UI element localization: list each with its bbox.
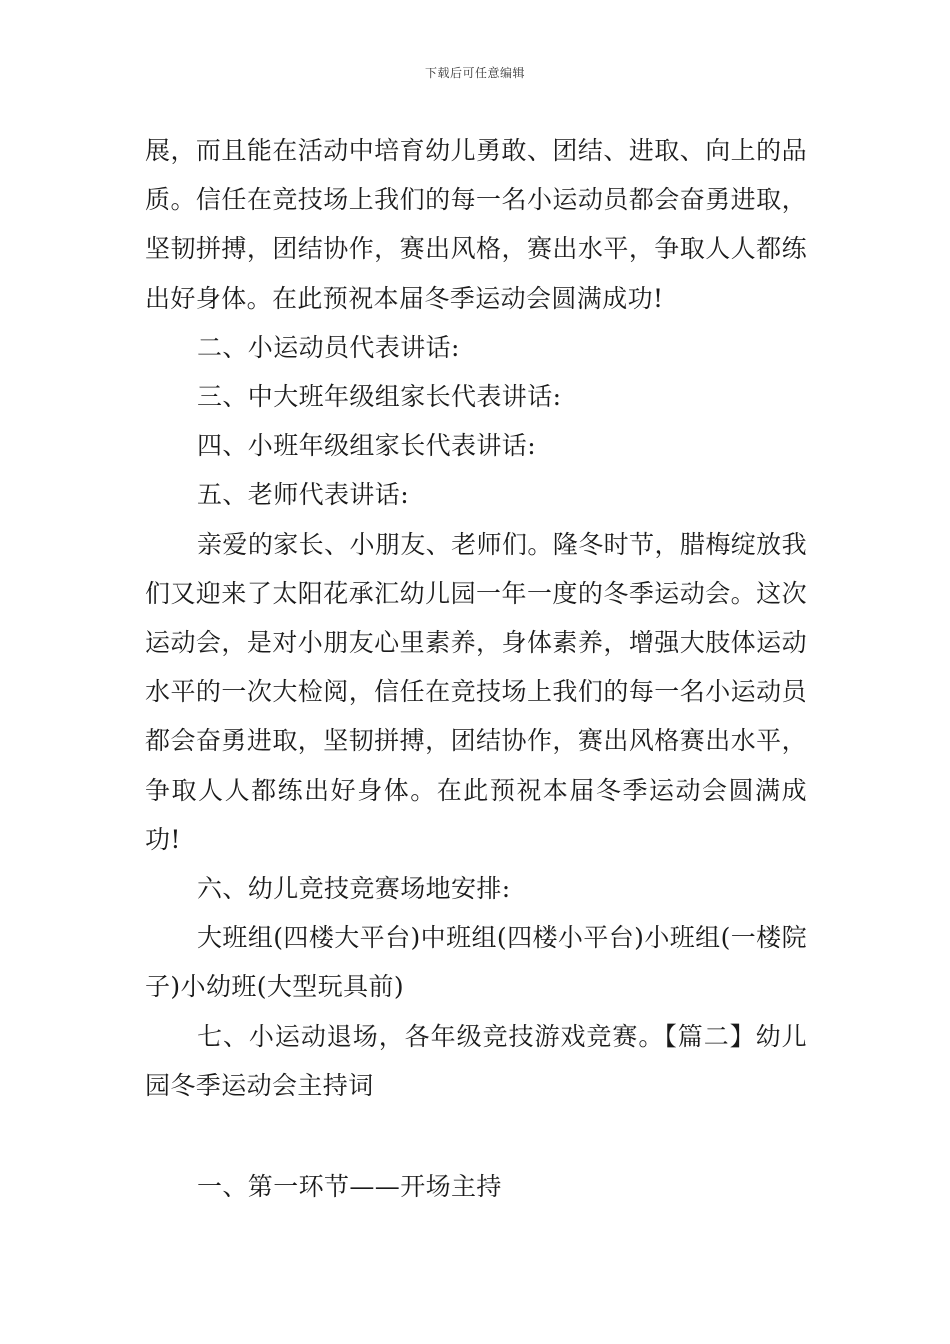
section-heading-first: 一、第一环节——开场主持 — [197, 1172, 502, 1202]
paragraph-item-6: 六、幼儿竞技竞赛场地安排: — [197, 874, 511, 904]
paragraph-item-2: 二、小运动员代表讲话: — [197, 332, 460, 362]
paragraph-spacer — [145, 1110, 807, 1162]
page-header: 下载后可任意编辑 — [424, 66, 525, 80]
paragraph-item-3: 三、中大班年级组家长代表讲话: — [197, 382, 562, 412]
paragraph-continuation: 展，而且能在活动中培育幼儿勇敢、团结、进取、向上的品质。信任在竞技场上我们的每一名小运动员都会奋勇进取，坚韧拼搏，团结协作，赛出风格，赛出水平，争取人人都练出好身体。在此预祝本届冬季运动会圆满成功! — [145, 136, 807, 313]
paragraph-item-4: 四、小班年级组家长代表讲话: — [197, 431, 537, 461]
paragraph-teacher-speech: 亲爱的家长、小朋友、老师们。隆冬时节，腊梅绽放我们又迎来了太阳花承汇幼儿园一年一度的冬季运动会。这次运动会，是对小朋友心里素养，身体素养，增强大肢体运动水平的一次大检阅，信任在竞技场上我们的每一名小运动员都会奋勇进取，坚韧拼搏，团结协作，赛出风格赛出水平，争取人人都练出好身体。在此预祝本届冬季运动会圆满成功! — [145, 529, 807, 854]
paragraph-venue-arrangement: 大班组(四楼大平台)中班组(四楼小平台)小班组(一楼院子)小幼班(大型玩具前) — [145, 923, 807, 1002]
paragraph-item-5: 五、老师代表讲话: — [197, 480, 410, 510]
document-body — [145, 126, 807, 1211]
paragraph-item-7: 七、小运动退场，各年级竞技游戏竞赛。【篇二】幼儿园冬季运动会主持词 — [145, 1021, 807, 1100]
